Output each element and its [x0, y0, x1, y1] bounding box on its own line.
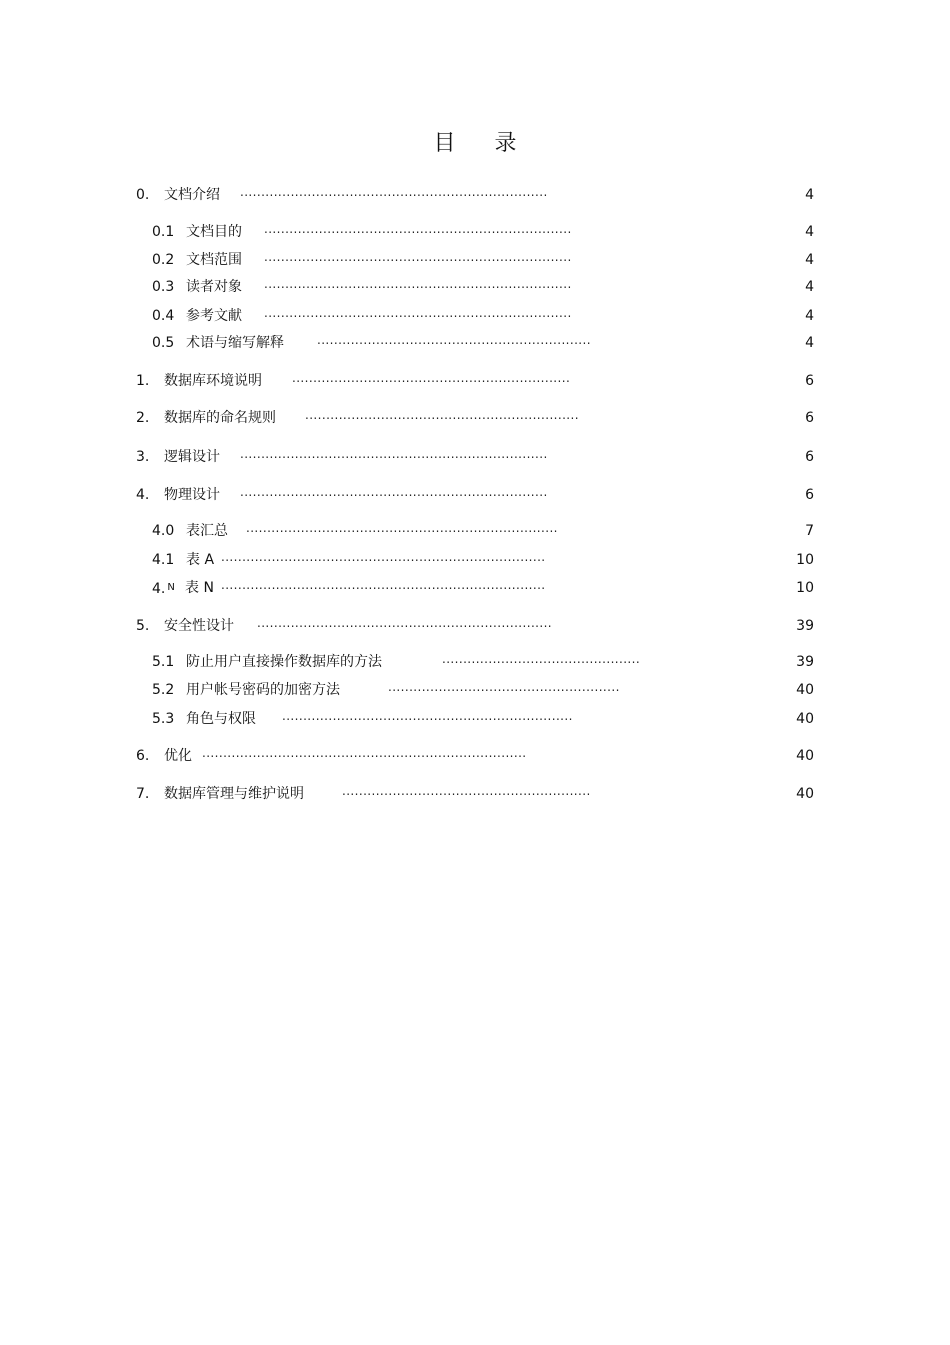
- toc-entry-page: 4: [805, 335, 814, 351]
- toc-entry-number: 0.: [136, 187, 150, 203]
- toc-entry-page: 6: [805, 410, 814, 426]
- toc-entry[interactable]: [152, 652, 814, 672]
- toc-entry[interactable]: [152, 250, 814, 270]
- toc-entry-number: 5.3: [152, 711, 175, 727]
- toc-entry-label: 优化: [164, 748, 192, 764]
- toc-leader-dots: ..................................................................: [292, 371, 571, 385]
- toc-leader-dots: .........................................................................: [264, 277, 572, 291]
- toc-leader-dots: .................................................................: [305, 408, 579, 422]
- toc-entry-label: 用户帐号密码的加密方法: [186, 682, 340, 698]
- toc-entry[interactable]: [152, 306, 814, 326]
- toc-leader-dots: .........................................................................: [264, 250, 572, 264]
- toc-entry[interactable]: [152, 277, 814, 297]
- toc-leader-dots: .....................................................................: [282, 709, 573, 723]
- toc-entry-label: 文档介绍: [164, 187, 220, 203]
- toc-leader-dots: .........................................................................: [240, 185, 548, 199]
- toc-entry-page: 4: [805, 224, 814, 240]
- toc-entry[interactable]: [136, 185, 814, 205]
- toc-entry-label: 逻辑设计: [164, 449, 220, 465]
- toc-entry-number: 4.: [136, 487, 150, 503]
- toc-entry[interactable]: [136, 746, 814, 766]
- toc-entry-page: 40: [796, 786, 814, 802]
- toc-leader-dots: ......................................................................: [257, 616, 553, 630]
- toc-entry[interactable]: [136, 408, 814, 428]
- toc-entry-number-main: 4.: [152, 581, 166, 597]
- toc-entry-number-sub: N: [167, 582, 175, 593]
- toc-entry-number: 5.: [136, 618, 150, 634]
- toc-leader-dots: ..........................................................................: [246, 521, 558, 535]
- toc-leader-dots: .............................................................................: [221, 550, 546, 564]
- toc-leader-dots: .........................................................................: [240, 485, 548, 499]
- toc-entry-label: 数据库管理与维护说明: [164, 786, 304, 802]
- toc-leader-dots: .................................................................: [317, 333, 591, 347]
- toc-entry-label: 安全性设计: [164, 618, 234, 634]
- toc-entry-page: 10: [796, 580, 814, 596]
- toc-entry-page: 40: [796, 682, 814, 698]
- toc-entry-page: 39: [796, 618, 814, 634]
- toc-leader-dots: .........................................................................: [240, 447, 548, 461]
- toc-entry-label: 物理设计: [164, 487, 220, 503]
- toc-entry[interactable]: [152, 222, 814, 242]
- toc-entry-label: 文档范围: [186, 252, 242, 268]
- toc-entry[interactable]: [152, 333, 814, 353]
- toc-entry[interactable]: [136, 616, 814, 636]
- toc-entry[interactable]: [136, 447, 814, 467]
- toc-entry-number: 2.: [136, 410, 150, 426]
- toc-entry[interactable]: [152, 680, 814, 700]
- toc-entry-page: 4: [805, 252, 814, 268]
- toc-entry-label: 表 N: [185, 580, 214, 596]
- toc-entry[interactable]: [136, 784, 814, 804]
- toc-leader-dots: .............................................................................: [202, 746, 527, 760]
- toc-entry[interactable]: [136, 371, 814, 391]
- toc-entry[interactable]: [152, 578, 814, 598]
- toc-entry[interactable]: [152, 709, 814, 729]
- toc-entry-page: 39: [796, 654, 814, 670]
- toc-entry[interactable]: [136, 485, 814, 505]
- toc-entry-label: 读者对象: [186, 279, 242, 295]
- toc-leader-dots: .............................................................................: [221, 578, 546, 592]
- toc-entry[interactable]: [152, 550, 814, 570]
- toc-entry-number: 4.1: [152, 552, 175, 568]
- toc-entry-number: 6.: [136, 748, 150, 764]
- toc-entry-number: 0.4: [152, 308, 175, 324]
- toc-entry-label: 数据库环境说明: [164, 373, 262, 389]
- toc-leader-dots: .........................................................................: [264, 222, 572, 236]
- toc-entry-label: 参考文献: [186, 308, 242, 324]
- toc-entry-page: 40: [796, 711, 814, 727]
- toc-entry-number: 7.: [136, 786, 150, 802]
- toc-entry-page: 10: [796, 552, 814, 568]
- toc-entry-page: 4: [805, 279, 814, 295]
- toc-entry-number: [152, 578, 177, 599]
- toc-entry-label: 防止用户直接操作数据库的方法: [186, 654, 382, 670]
- toc-entry-number: 0.2: [152, 252, 175, 268]
- toc-title: 目 录: [433, 131, 533, 156]
- toc-entry-label: 术语与缩写解释: [186, 335, 284, 351]
- toc-entry-number: 0.1: [152, 224, 175, 240]
- toc-entry-label: 表汇总: [186, 523, 228, 539]
- toc-leader-dots: .........................................................................: [264, 306, 572, 320]
- toc-leader-dots: .......................................................: [388, 680, 620, 694]
- toc-entry-page: 6: [805, 487, 814, 503]
- toc-entry-number: 4.0: [152, 523, 175, 539]
- toc-entry-number: 0.3: [152, 279, 175, 295]
- toc-entry[interactable]: [152, 521, 814, 541]
- toc-entry-number: 5.1: [152, 654, 175, 670]
- toc-entry-page: 6: [805, 373, 814, 389]
- toc-entry-page: 4: [805, 187, 814, 203]
- toc-entry-label: 数据库的命名规则: [164, 410, 276, 426]
- toc-leader-dots: ...........................................................: [342, 784, 591, 798]
- toc-leader-dots: ...............................................: [442, 652, 641, 666]
- toc-entry-page: 6: [805, 449, 814, 465]
- toc-entry-label: 角色与权限: [186, 711, 256, 727]
- toc-entry-label: 表 A: [186, 552, 215, 568]
- toc-entry-number: 5.2: [152, 682, 175, 698]
- toc-entry-page: 4: [805, 308, 814, 324]
- toc-entry-number: 1.: [136, 373, 150, 389]
- toc-entry-page: 40: [796, 748, 814, 764]
- toc-entry-page: 7: [805, 523, 814, 539]
- toc-entry-number: 3.: [136, 449, 150, 465]
- toc-entry-number: 0.5: [152, 335, 175, 351]
- toc-entry-label: 文档目的: [186, 224, 242, 240]
